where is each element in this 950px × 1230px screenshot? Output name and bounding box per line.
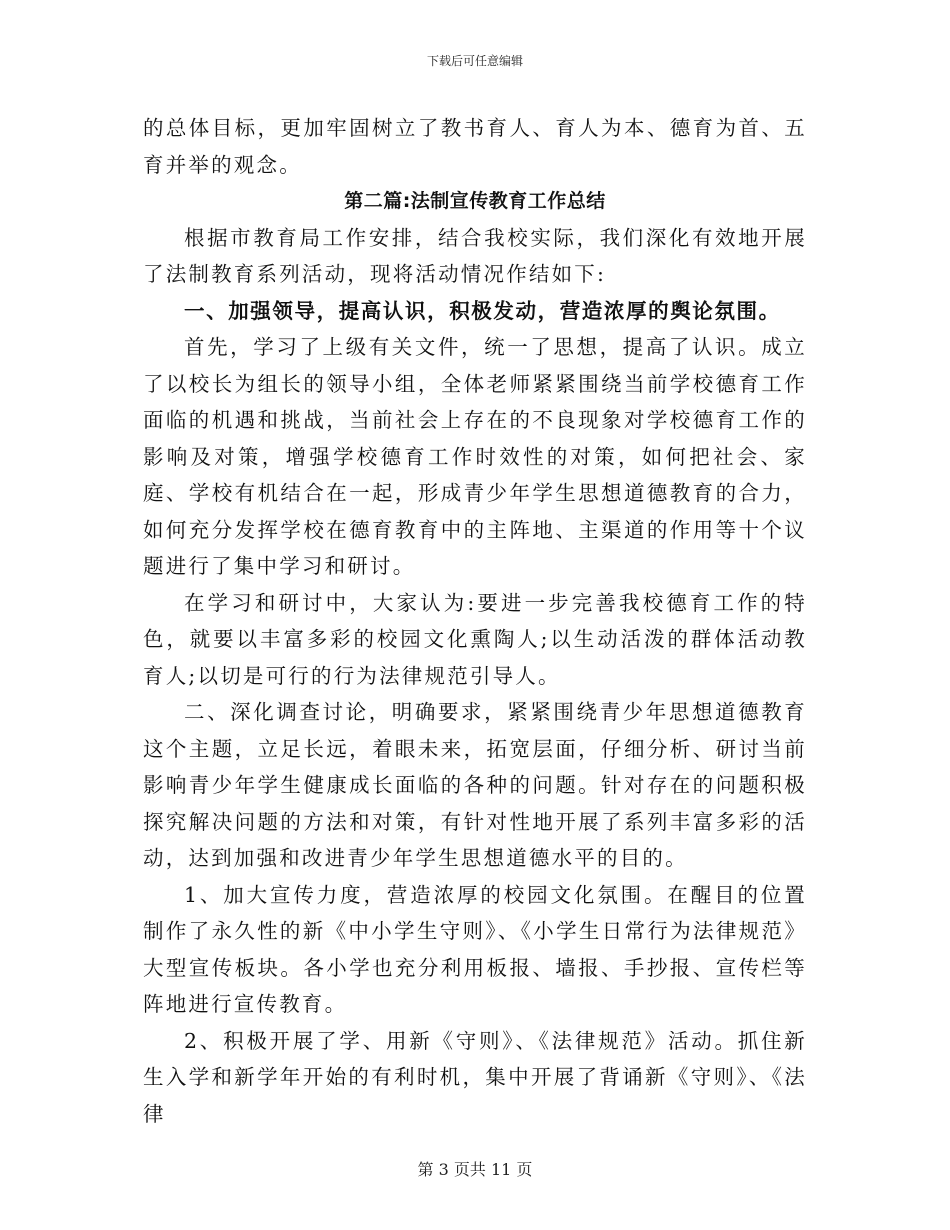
section-title: 第二篇:法制宣传教育工作总结 <box>344 190 606 212</box>
paragraph-continuation: 的总体目标，更加牢固树立了教书育人、育人为本、德育为首、五育并举的观念。 <box>143 116 807 177</box>
list-item-two: 2、积极开展了学、用新《守则》、《法律规范》活动。抓住新生入学和新学年开始的有利时机，集中开展了背诵新《守则》、《法律 <box>143 1028 807 1126</box>
section-heading-one: 一、加强领导，提高认识，积极发动，营造浓厚的舆论氛围。 <box>184 298 781 323</box>
paragraph-intro: 根据市教育局工作安排，结合我校实际，我们深化有效地开展了法制教育系列活动，现将活动情况作结如下: <box>143 225 807 286</box>
document-body <box>143 110 807 1132</box>
list-item-one: 1、加大宣传力度，营造浓厚的校园文化氛围。在醒目的位置制作了永久性的新《中小学生守则》、《小学生日常行为法律规范》大型宣传板块。各小学也充分利用板报、墙报、手抄报、宣传栏等阵地进行宣传教育。 <box>143 882 807 1016</box>
paragraph-first: 首先，学习了上级有关文件，统一了思想，提高了认识。成立了以校长为组长的领导小组，全体老师紧紧围绕当前学校德育工作面临的机遇和挑战，当前社会上存在的不良现象对学校德育工作的影响及对策，增强学校德育工作时效性的对策，如何把社会、家庭、学校有机结合在一起，形成青少年学生思想道德教育的合力，如何充分发挥学校在德育教育中的主阵地、主渠道的作用等十个议题进行了集中学习和研讨。 <box>143 335 807 578</box>
paragraph-discussion: 在学习和研讨中，大家认为:要进一步完善我校德育工作的特色，就要以丰富多彩的校园文化熏陶人;以生动活泼的群体活动教育人;以切是可行的行为法律规范引导人。 <box>143 590 807 688</box>
page-number: 第 3 页共 11 页 <box>417 1160 533 1179</box>
page-header: 下载后可任意编辑 <box>426 54 523 68</box>
section-heading-two: 二、深化调查讨论，明确要求，紧紧围绕青少年思想道德教育这个主题，立足长远，着眼未来，拓宽层面，仔细分析、研讨当前影响青少年学生健康成长面临的各种的问题。针对存在的问题积极探究解决问题的方法和对策，有针对性地开展了系列丰富多彩的活动，达到加强和改进青少年学生思想道德水平的目的。 <box>143 700 807 870</box>
